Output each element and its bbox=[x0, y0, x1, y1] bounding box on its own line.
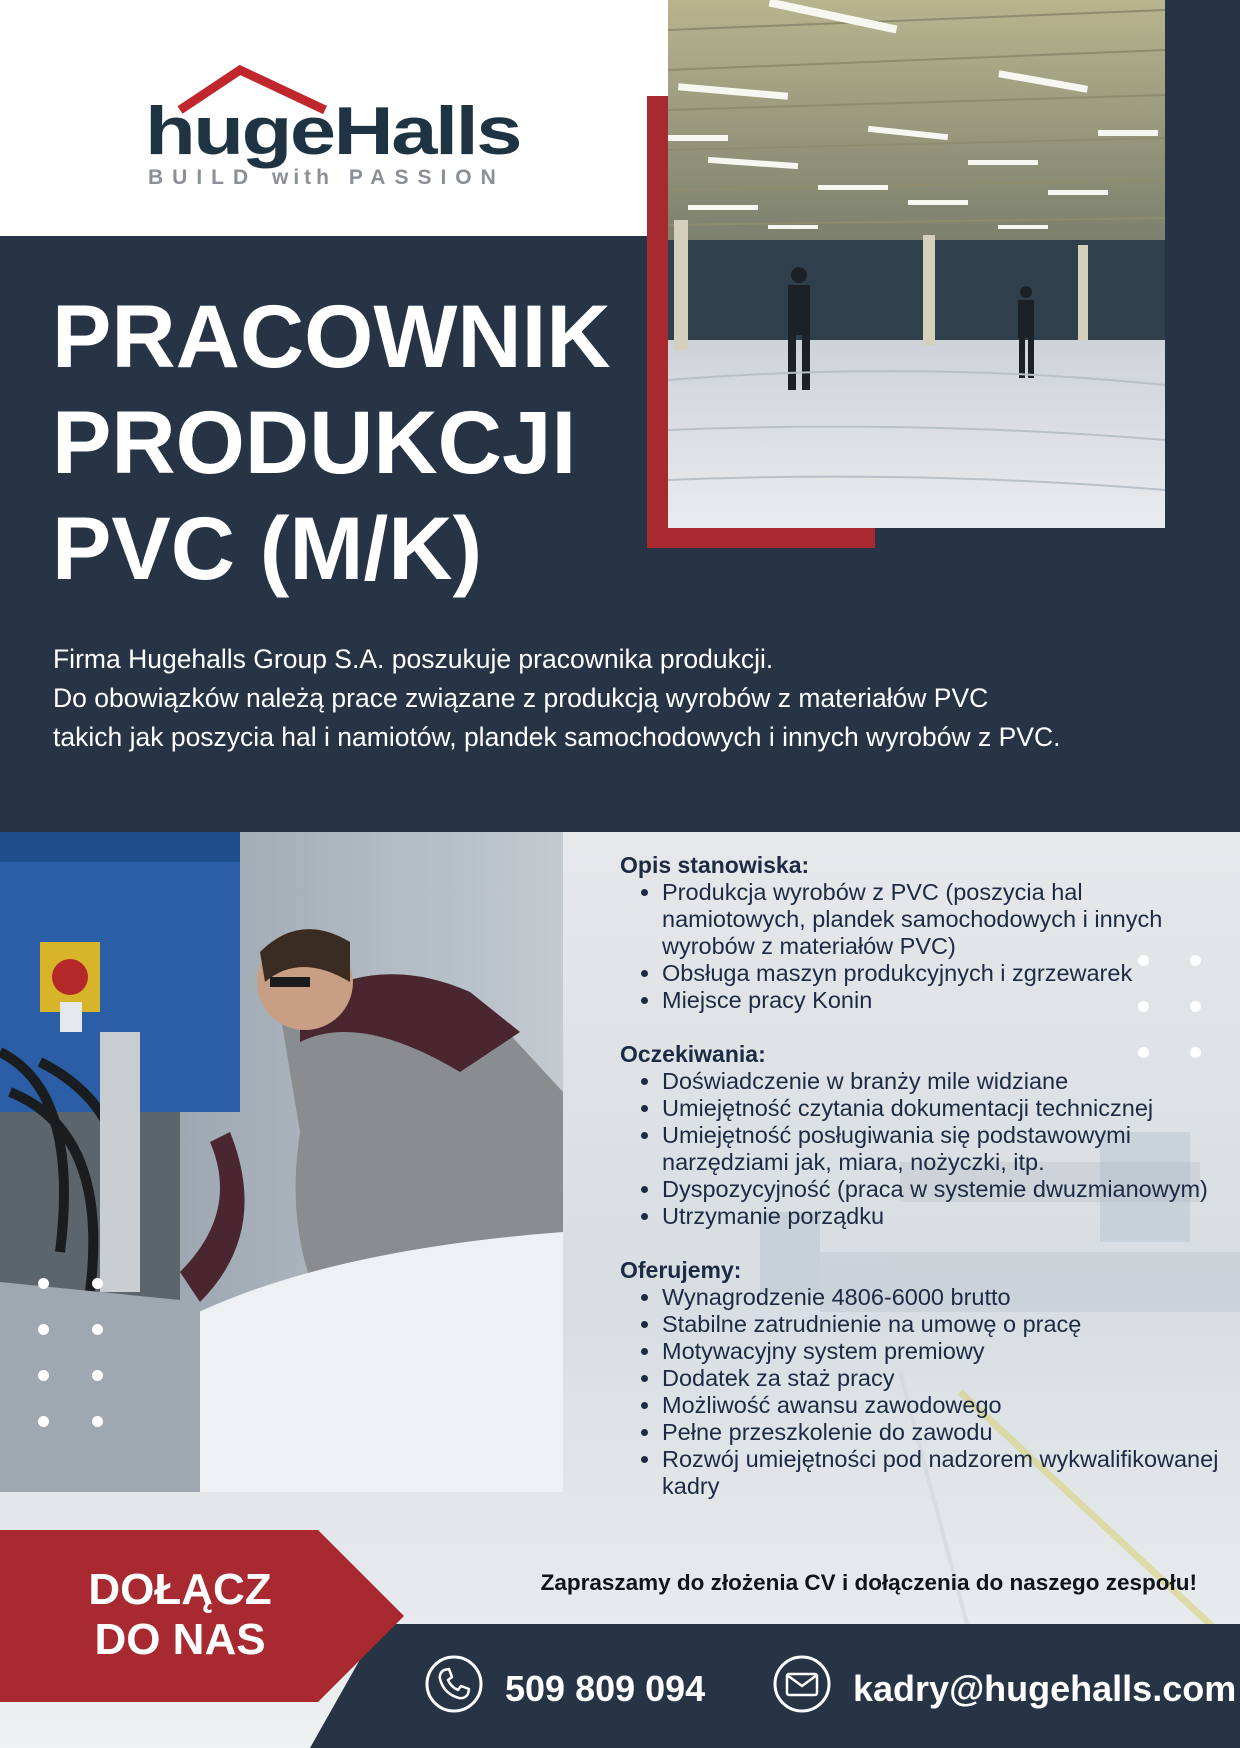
job-details bbox=[620, 852, 1220, 1527]
list-item: • Umiejętność czytania dokumentacji technicznej bbox=[662, 1095, 1220, 1122]
bullet-list bbox=[620, 879, 1220, 1014]
logo-tagline bbox=[148, 166, 505, 190]
tagline-build: BUILD bbox=[148, 166, 272, 189]
list-item: • Motywacyjny system premiowy bbox=[662, 1338, 1220, 1365]
intro-line: Firma Hugehalls Group S.A. poszukuje pracownika produkcji. bbox=[53, 644, 774, 674]
section-opis bbox=[620, 852, 1220, 1014]
list-item: • Miejsce pracy Konin bbox=[662, 987, 1220, 1014]
join-us-label bbox=[40, 1565, 320, 1665]
list-item: • Produkcja wyrobów z PVC (poszycia hal namiotowych, plandek samochodowych i innych wyrobów z materiałów PVC) bbox=[662, 879, 1220, 960]
intro-text bbox=[53, 640, 1203, 757]
logo-wordmark: hugeHalls bbox=[145, 93, 521, 169]
list-item: • Stabilne zatrudnienie na umowę o pracę bbox=[662, 1311, 1220, 1338]
job-title bbox=[52, 283, 612, 601]
job-title-line: PVC (M/K) bbox=[52, 498, 483, 598]
intro-line: takich jak poszycia hal i namiotów, plandek samochodowych i innych wyrobów z PVC. bbox=[53, 722, 1061, 752]
join-line: DO NAS bbox=[94, 1615, 266, 1664]
list-item: • Pełne przeszkolenie do zawodu bbox=[662, 1419, 1220, 1446]
bullet-list bbox=[620, 1068, 1220, 1230]
list-item: • Obsługa maszyn produkcyjnych i zgrzewarek bbox=[662, 960, 1220, 987]
header-right-strip bbox=[1165, 0, 1240, 236]
list-item: • Dodatek za staż pracy bbox=[662, 1365, 1220, 1392]
tagline-with: with bbox=[272, 166, 334, 189]
list-item: • Utrzymanie porządku bbox=[662, 1203, 1220, 1230]
tagline-passion: PASSION bbox=[334, 166, 505, 189]
list-item: • Rozwój umiejętności pod nadzorem wykwalifikowanej kadry bbox=[662, 1446, 1220, 1500]
bullet-list bbox=[620, 1284, 1220, 1500]
list-item: • Wynagrodzenie 4806-6000 brutto bbox=[662, 1284, 1220, 1311]
intro-line: Do obowiązków należą prace związane z produkcją wyrobów z materiałów PVC bbox=[53, 683, 989, 713]
invite-text: Zapraszamy do złożenia CV i dołączenia do naszego zespołu! bbox=[540, 1570, 1197, 1595]
phone-icon bbox=[424, 1654, 484, 1714]
section-title: Oferujemy: bbox=[620, 1257, 742, 1283]
list-item: • Dyspozycyjność (praca w systemie dwuzmianowym) bbox=[662, 1176, 1220, 1203]
decorative-dots bbox=[38, 1278, 108, 1448]
email-address[interactable]: kadry@hugehalls.com bbox=[853, 1668, 1237, 1709]
section-oczekiwania bbox=[620, 1041, 1220, 1230]
list-item: • Możliwość awansu zawodowego bbox=[662, 1392, 1220, 1419]
phone-number[interactable]: 509 809 094 bbox=[505, 1668, 706, 1709]
job-title-line: PRACOWNIK bbox=[52, 286, 611, 386]
section-title: Opis stanowiska: bbox=[620, 852, 810, 878]
section-oferujemy bbox=[620, 1257, 1220, 1500]
mail-icon bbox=[772, 1654, 832, 1714]
section-title: Oczekiwania: bbox=[620, 1041, 766, 1067]
job-title-line: PRODUKCJI bbox=[52, 392, 577, 492]
list-item: • Umiejętność posługiwania się podstawowymi narzędziami jak, miara, nożyczki, itp. bbox=[662, 1122, 1220, 1176]
list-item: • Doświadczenie w branży mile widziane bbox=[662, 1068, 1220, 1095]
join-line: DOŁĄCZ bbox=[88, 1565, 272, 1614]
production-hall-photo bbox=[668, 0, 1165, 528]
